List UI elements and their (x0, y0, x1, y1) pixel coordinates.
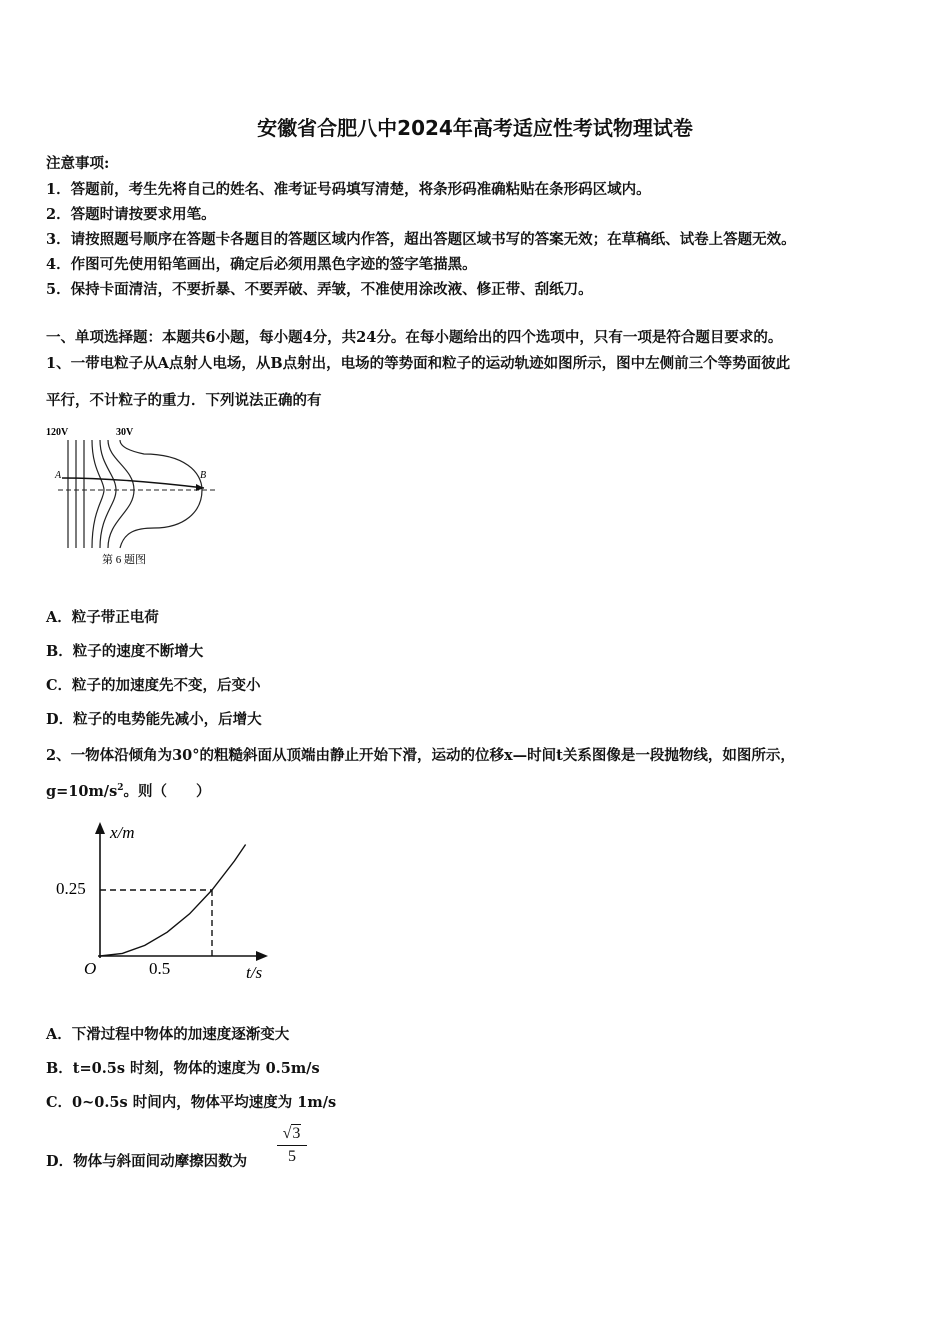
section-heading: 一、单项选择题：本题共6小题，每小题4分，共24分。在每小题给出的四个选项中，只有一项是符合题目要求的。 (46, 329, 783, 346)
q2-option-d: D．物体与斜面间动摩擦因数为 (46, 1153, 248, 1170)
y-tick-label: 0.25 (56, 879, 86, 898)
q2-stem-tail: 。则（ ） (123, 783, 211, 800)
xt-chart (50, 812, 280, 988)
label-b: B (200, 470, 207, 481)
q1-stem-line1: 1、一带电粒子从A点射人电场，从B点射出，电场的等势面和粒子的运动轨迹如图所示，图中左侧前三个等势面彼此 (46, 355, 791, 372)
notice-heading: 注意事项: (46, 155, 110, 172)
fraction-numerator (277, 1125, 307, 1146)
notice-item-1: 1．答题前，考生先将自己的姓名、准考证号码填写清楚，将条形码准确粘贴在条形码区域内。 (46, 181, 651, 198)
y-axis-arrow (95, 822, 105, 834)
option-d-fraction (277, 1125, 307, 1166)
figure-caption: 第 6 题图 (102, 554, 146, 566)
q1-option-a: A．粒子带正电荷 (46, 609, 159, 626)
q2-option-b: B．t=0.5s 时刻，物体的速度为 0.5m/s (46, 1060, 320, 1077)
q2-option-c: C．0~0.5s 时间内，物体平均速度为 1m/s (46, 1094, 337, 1111)
y-axis-label: x/m (110, 823, 135, 842)
q2-stem-line1: 2、一物体沿倾角为30°的粗糙斜面从顶端由静止开始下滑，运动的位移x—时间t关系图像是一段抛物线，如图所示， (46, 747, 795, 764)
q2-gravity: g=10m/s (46, 783, 118, 800)
x-axis-label: t/s (246, 963, 263, 982)
q2-option-a: A．下滑过程中物体的加速度逐渐变大 (46, 1026, 290, 1043)
x-axis-arrow (256, 951, 268, 961)
page-title: 安徽省合肥八中2024年高考适应性考试物理试卷 (257, 116, 693, 140)
notice-item-2: 2．答题时请按要求用笔。 (46, 206, 216, 223)
label-120v: 120V (46, 427, 69, 438)
q1-option-d: D．粒子的电势能先减小，后增大 (46, 711, 262, 728)
q1-option-b: B．粒子的速度不断增大 (46, 643, 204, 660)
x-tick-label: 0.5 (149, 959, 171, 978)
equipotential-lines (68, 440, 202, 548)
series-curve (100, 845, 246, 957)
notice-item-4: 4．作图可先使用铅笔画出，确定后必须用黑色字迹的签字笔描黑。 (46, 256, 477, 273)
q2-gravity-exponent: 2 (117, 783, 124, 794)
notice-item-3: 3．请按照题号顺序在答题卡各题目的答题区域内作答，超出答题区域书写的答案无效；在草稿纸、试卷上答题无效。 (46, 231, 796, 248)
q1-equipotential-figure (44, 420, 224, 570)
label-30v: 30V (116, 427, 134, 438)
sqrt-icon: √ (282, 1125, 292, 1142)
radicand: 3 (292, 1125, 301, 1142)
q2-stem-line2 (46, 780, 211, 801)
q1-option-c: C．粒子的加速度先不变，后变小 (46, 677, 261, 694)
notice-item-5: 5．保持卡面清洁，不要折暴、不要弄破、弄皱，不准使用涂改液、修正带、刮纸刀。 (46, 281, 593, 298)
origin-label: O (84, 959, 97, 978)
label-a: A (55, 470, 62, 481)
q1-stem-line2: 平行，不计粒子的重力．下列说法正确的有 (46, 392, 322, 409)
fraction-denominator: 5 (288, 1148, 296, 1165)
